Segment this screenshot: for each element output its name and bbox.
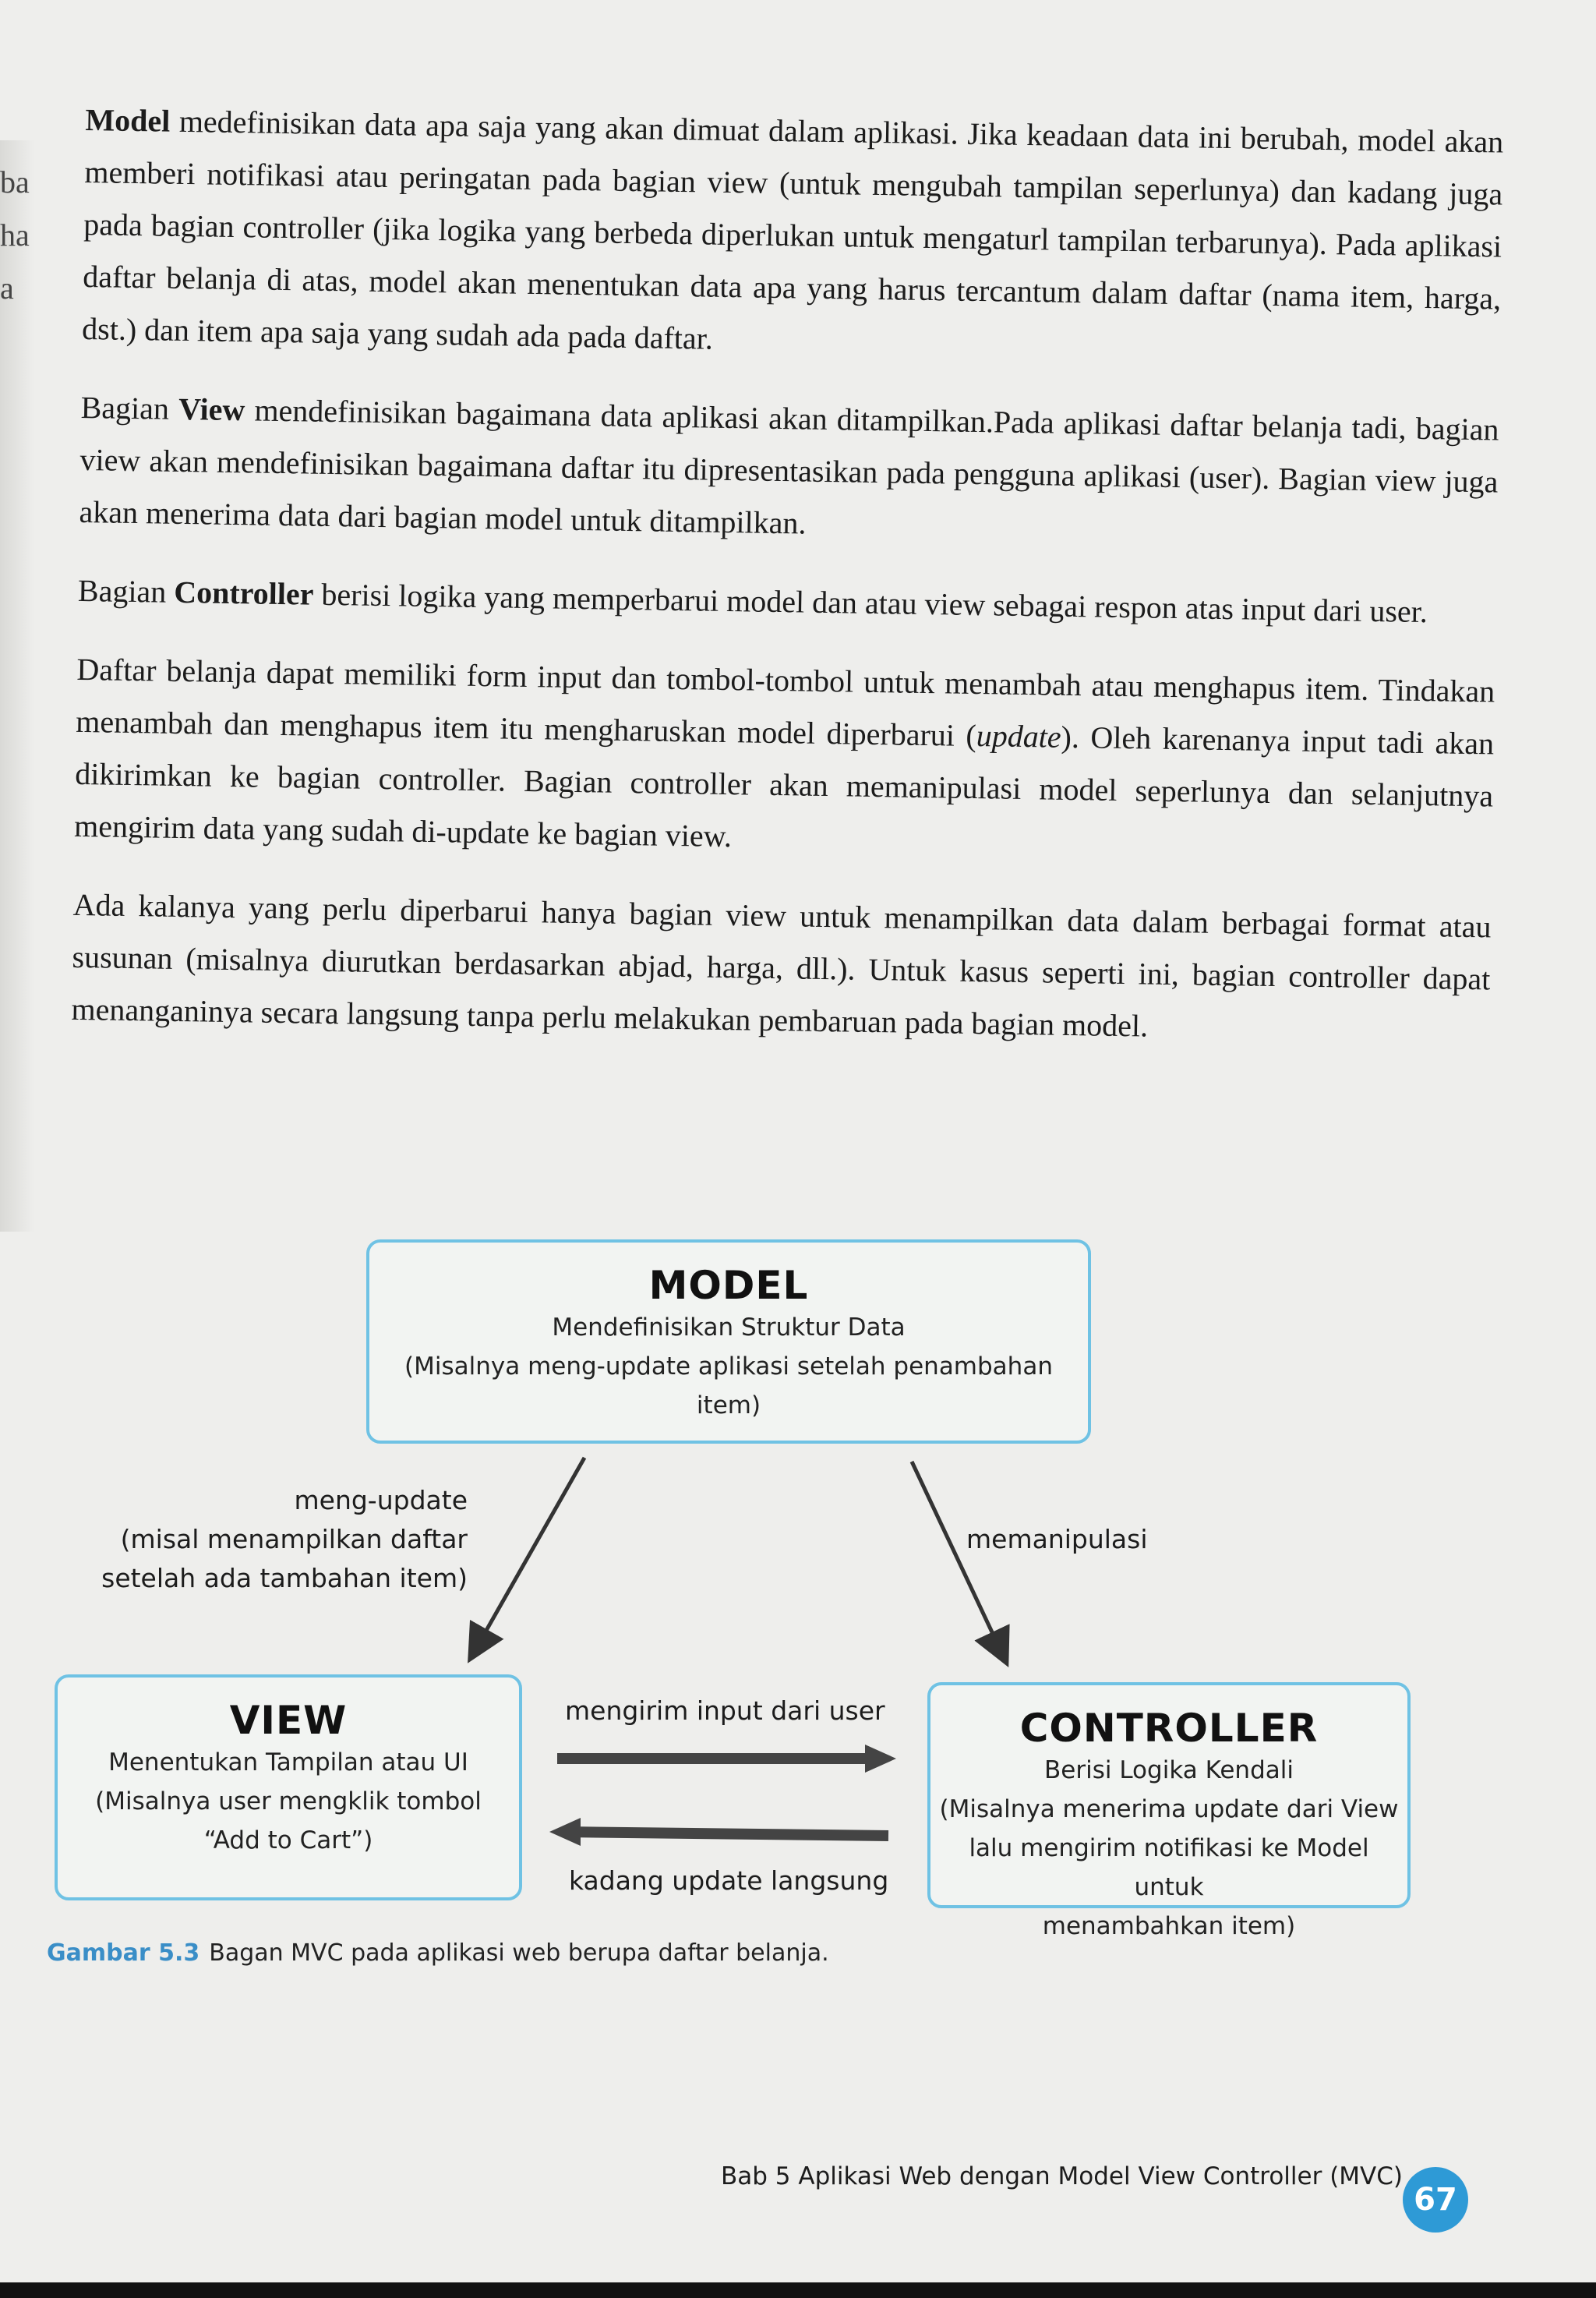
label-update-line: meng-update [294, 1485, 468, 1515]
arrow-controller-to-view-head [549, 1818, 581, 1846]
paragraph-text: berisi logika yang memperbarui model dan atau view sebagai respon atas input dari user. [313, 576, 1428, 630]
scan-edge [0, 2282, 1596, 2298]
term-update: update [976, 718, 1061, 755]
paragraph-lead: Bagian [77, 572, 175, 610]
paragraph-model [82, 94, 1504, 377]
paragraph-controller [77, 564, 1496, 639]
controller-example: lalu mengirim notifikasi ke Model untuk [969, 1834, 1369, 1901]
page-number: 67 [1403, 2167, 1468, 2233]
caption-text: Bagan MVC pada aplikasi web berupa daftar belanja. [209, 1939, 829, 1967]
view-description: Menentukan Tampilan atau UI [108, 1748, 468, 1777]
view-box [55, 1674, 522, 1900]
view-example: (Misalnya user mengklik tombol [95, 1787, 482, 1815]
controller-example: menambahkan item) [1042, 1912, 1296, 1940]
term-view: View [178, 391, 245, 428]
edge-fragment: ha [0, 217, 30, 253]
model-box [366, 1239, 1091, 1444]
controller-title: CONTROLLER [1019, 1706, 1319, 1751]
figure-caption [47, 1939, 829, 1967]
arrow-model-to-controller [912, 1462, 1005, 1660]
arrow-model-to-view [471, 1458, 584, 1656]
label-update [94, 1481, 468, 1598]
model-example: (Misalnya meng-update aplikasi setelah penambahan item) [404, 1352, 1053, 1419]
paragraph-view-only [71, 879, 1492, 1058]
term-model: Model [85, 101, 171, 139]
paragraph-view [79, 381, 1499, 560]
arrow-view-to-controller-head [865, 1745, 896, 1773]
page-body [70, 94, 1503, 1084]
model-title: MODEL [648, 1263, 809, 1308]
edge-fragment: ba [0, 164, 30, 200]
paragraph-shopping-list [74, 643, 1495, 875]
label-update-line: (misal menampilkan daftar [120, 1524, 468, 1554]
chapter-footer: Bab 5 Aplikasi Web dengan Model View Controller (MVC) [721, 2162, 1403, 2190]
term-controller: Controller [173, 574, 314, 612]
paragraph-text: ). Oleh karenanya input tadi akan dikirimkan ke bagian controller. Bagian controller akan memanipulasi model seperlunya dan selanjutnya mengirim data yang sudah di-update ke bagian view. [73, 719, 1495, 854]
controller-box [927, 1682, 1411, 1940]
paragraph-text: mendefinisikan bagaimana data aplikasi akan ditampilkan.Pada aplikasi daftar belanja tadi, bagian view akan mendefinisikan bagaimana daftar itu dipresentasikan pada pengguna aplikasi (user). Bagian view juga akan menerima data dari bagian model untuk ditampilkan. [79, 392, 1499, 541]
label-manipulate: memanipulasi [966, 1524, 1148, 1554]
label-send-input: mengirim input dari user [565, 1695, 885, 1726]
arrow-controller-to-view [565, 1832, 888, 1836]
view-example: “Add to Cart”) [203, 1826, 373, 1854]
label-update-line: setelah ada tambahan item) [101, 1563, 468, 1593]
label-direct-update: kadang update langsung [569, 1865, 889, 1896]
paragraph-lead: Bagian [80, 389, 179, 426]
view-title: VIEW [229, 1698, 348, 1743]
mvc-diagram [47, 1224, 1434, 1988]
paragraph-text: Daftar belanja dapat memiliki form input dan tombol-tombol untuk menambah atau menghapus item. Tindakan menambah dan menghapus item itu mengharuskan model diperbarui ( [75, 651, 1495, 754]
edge-fragment: a [0, 270, 14, 306]
paragraph-text: Ada kalanya yang perlu diperbarui hanya bagian view untuk menampilkan data dalam berbagai format atau susunan (misalnya diurutkan berdasarkan abjad, harga, dll.). Untuk kasus seperti ini, bagian controller dapat menanganinya secara langsung tanpa perlu melakukan pembaruan pada bagian model. [71, 886, 1492, 1044]
model-description: Mendefinisikan Struktur Data [552, 1313, 906, 1342]
caption-number: Gambar 5.3 [47, 1939, 200, 1967]
paragraph-text: medefinisikan data apa saja yang akan dimuat dalam aplikasi. Jika keadaan data ini berubah, model akan memberi notifikasi atau peringatan pada bagian view (untuk mengubah tampilan seperlunya) dan kadang juga pada bagian controller (jika logika yang berbeda diperlukan untuk mengaturl tampilan terbarunya). Pada aplikasi daftar belanja di atas, model akan menentukan data apa yang harus tercantum dalam daftar (nama item, harga, dst.) dan item apa saja yang sudah ada pada daftar. [81, 103, 1504, 356]
controller-description: Berisi Logika Kendali [1044, 1756, 1294, 1784]
controller-example: (Misalnya menerima update dari View [939, 1795, 1399, 1823]
